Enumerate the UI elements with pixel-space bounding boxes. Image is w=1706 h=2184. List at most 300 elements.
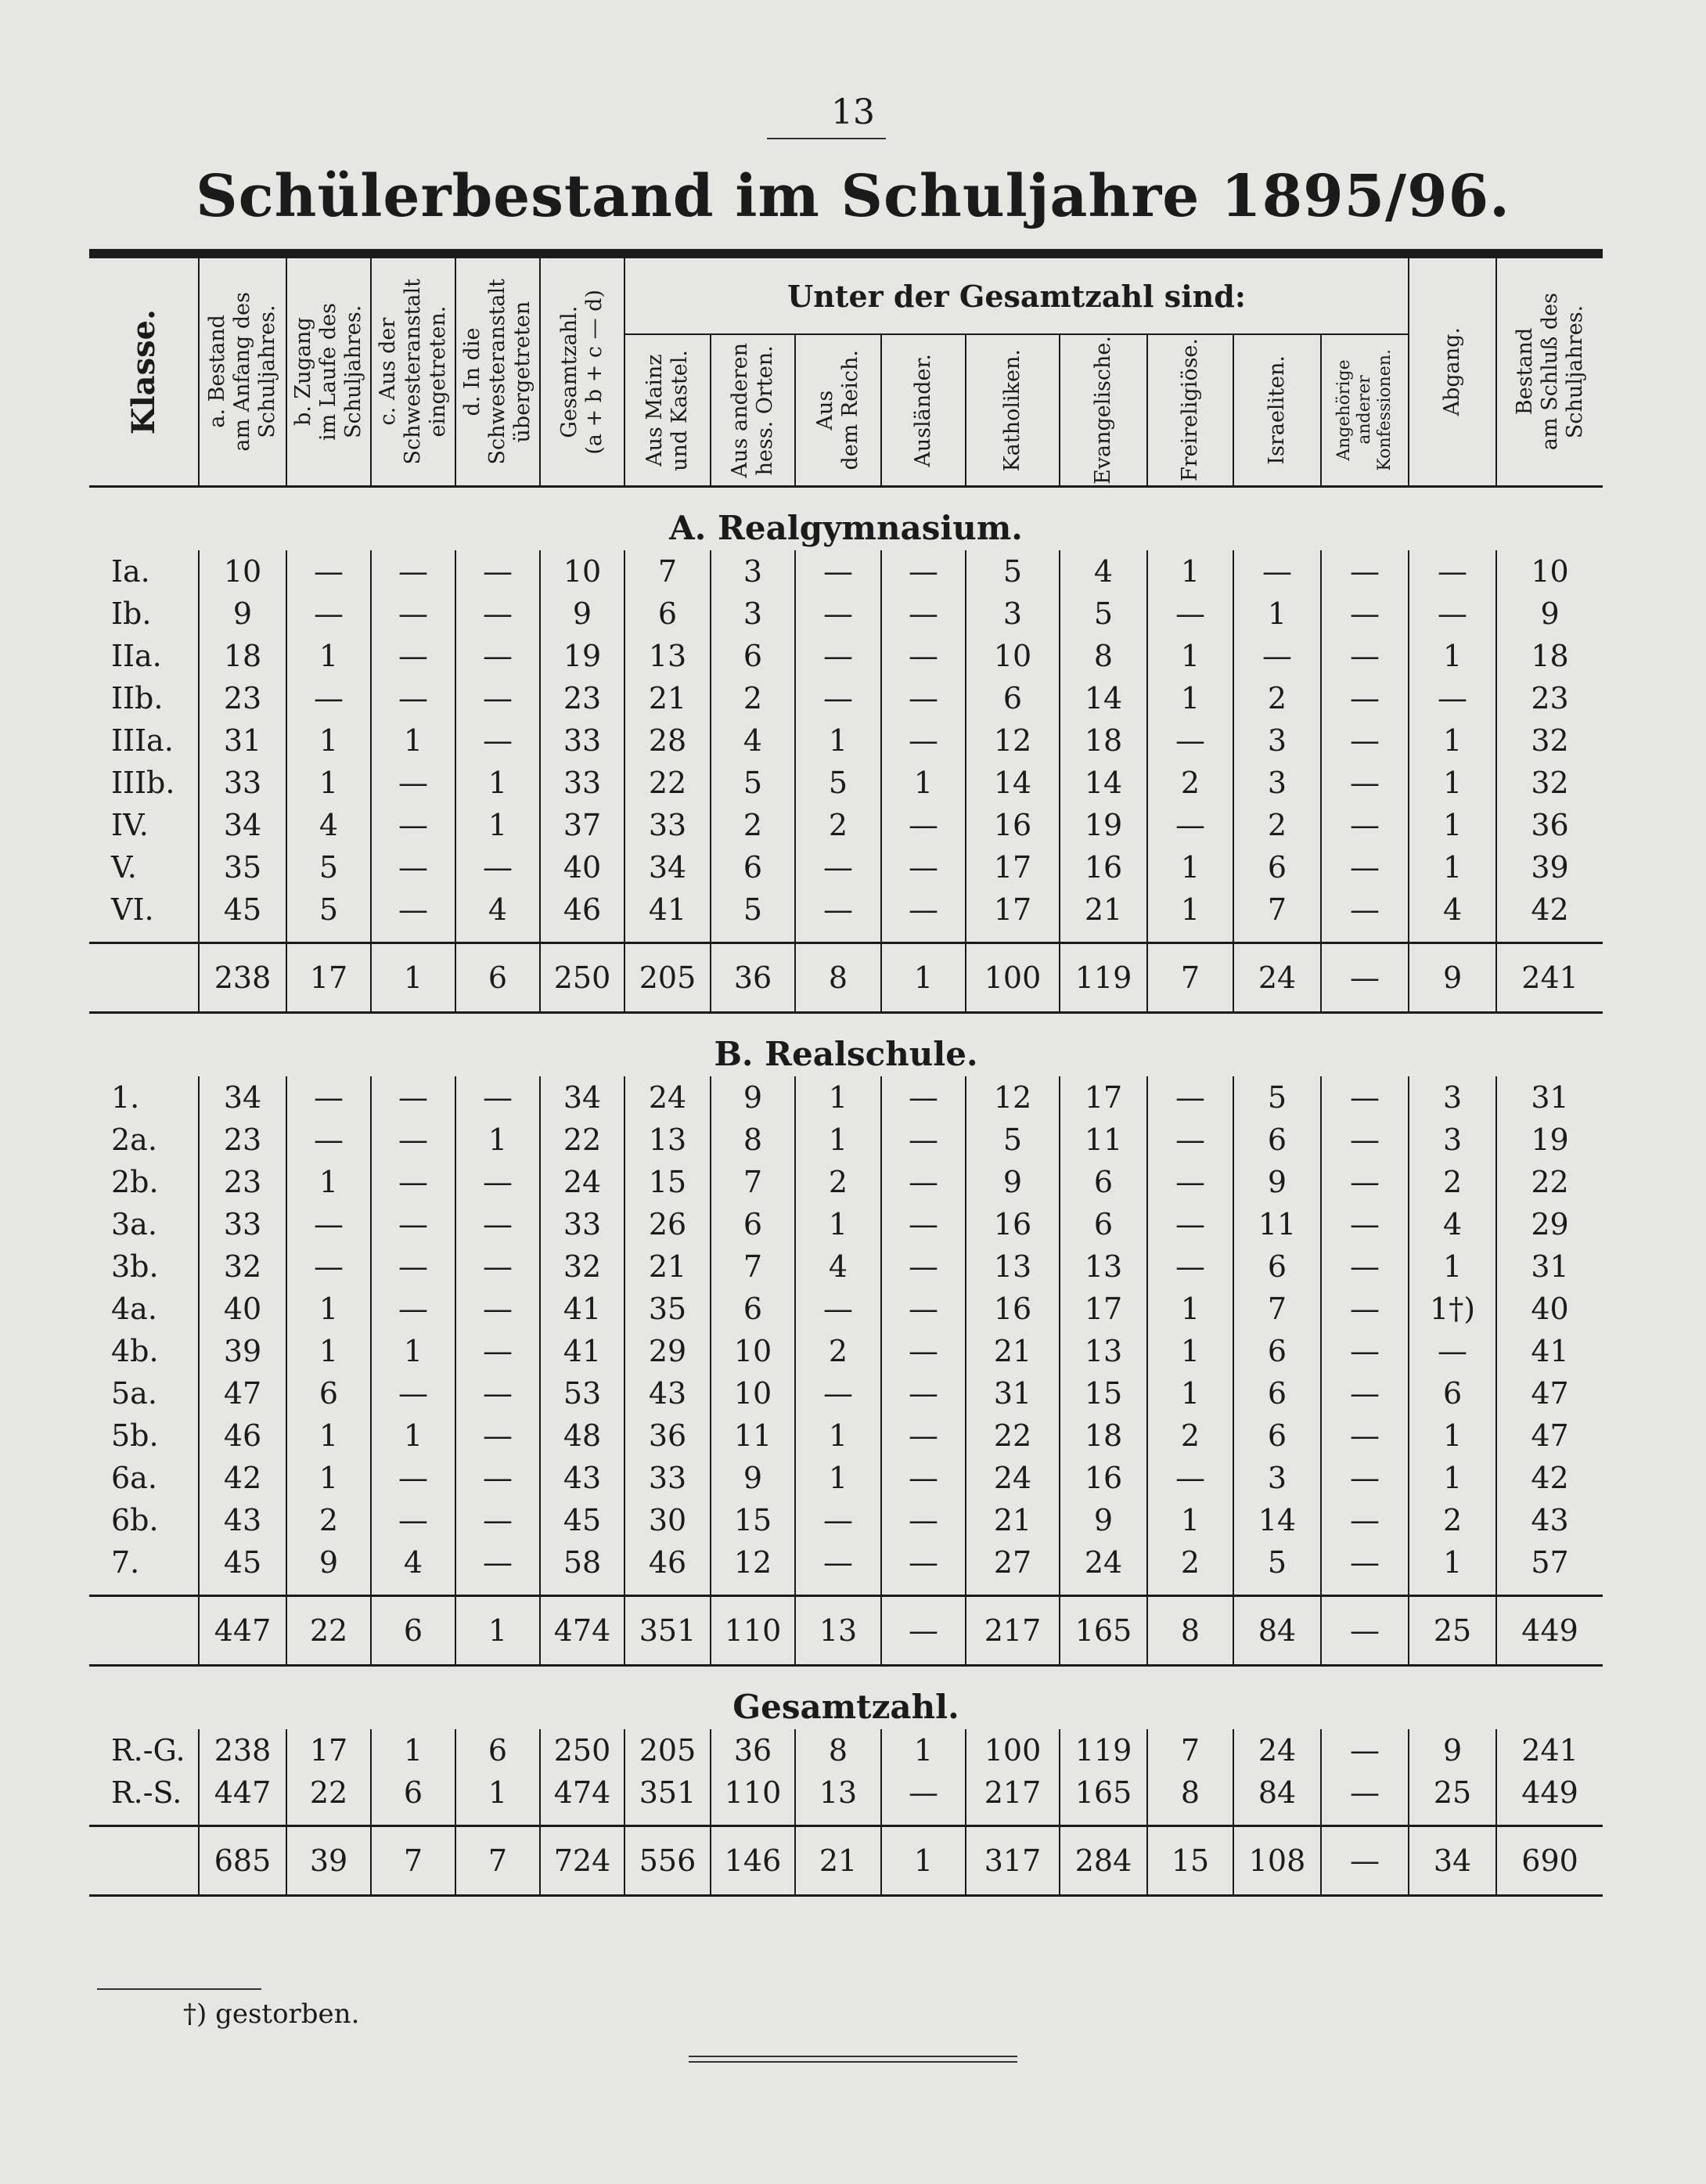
table-cell: 4 bbox=[371, 1541, 455, 1584]
table-cell: 690 bbox=[1496, 1826, 1603, 1896]
table-cell: 9 bbox=[1233, 1161, 1321, 1203]
table-cell: 110 bbox=[711, 1596, 795, 1666]
header-b-zugang: b. Zugang im Laufe des Schuljahres. bbox=[286, 254, 371, 487]
table-cell: 7 bbox=[1233, 1288, 1321, 1330]
table-cell: 1 bbox=[286, 719, 371, 762]
section-gesamtzahl-title: Gesamtzahl. bbox=[732, 1688, 959, 1726]
header-group-unter-der-gesamtzahl: Unter der Gesamtzahl sind: bbox=[624, 254, 1409, 334]
table-cell: — bbox=[1147, 1457, 1233, 1499]
table-cell: 9 bbox=[540, 593, 624, 635]
table-cell: 19 bbox=[540, 635, 624, 677]
table-cell: 1 bbox=[1147, 846, 1233, 888]
table-cell: 35 bbox=[624, 1288, 711, 1330]
table-cell: 48 bbox=[540, 1415, 624, 1457]
table-cell: 9 bbox=[711, 1457, 795, 1499]
table-cell: — bbox=[286, 550, 371, 593]
row-label: R.-G. bbox=[111, 1733, 185, 1768]
table-cell: 34 bbox=[624, 846, 711, 888]
table-cell: 8 bbox=[795, 1729, 881, 1771]
table-cell: — bbox=[455, 1372, 540, 1415]
table-cell: 3 bbox=[1409, 1076, 1496, 1119]
table-cell: 12 bbox=[966, 1076, 1060, 1119]
table-cell: 8 bbox=[1147, 1771, 1233, 1814]
student-statistics-table bbox=[89, 249, 1603, 1897]
table-cell: — bbox=[1321, 1415, 1409, 1457]
table-cell: 13 bbox=[1060, 1330, 1147, 1372]
table-cell: 447 bbox=[199, 1771, 286, 1814]
table-cell: 41 bbox=[540, 1288, 624, 1330]
table-cell: 9 bbox=[1409, 943, 1496, 1013]
table-cell: — bbox=[371, 804, 455, 846]
table-cell: 18 bbox=[199, 635, 286, 677]
table-cell: 15 bbox=[624, 1161, 711, 1203]
table-row bbox=[89, 1288, 1603, 1330]
table-cell: 1 bbox=[286, 762, 371, 804]
table-cell: 13 bbox=[795, 1596, 881, 1666]
table-cell: 724 bbox=[540, 1826, 624, 1896]
table-cell: — bbox=[1147, 1076, 1233, 1119]
table-cell: 28 bbox=[624, 719, 711, 762]
table-cell: 1 bbox=[1409, 762, 1496, 804]
table-cell: 5 bbox=[711, 888, 795, 931]
header-reich: Aus dem Reich. bbox=[795, 334, 881, 487]
sum-row-gesamt bbox=[89, 1826, 1603, 1896]
table-cell: 21 bbox=[624, 677, 711, 719]
table-cell: 1 bbox=[1409, 804, 1496, 846]
table-cell: 1 bbox=[455, 1119, 540, 1161]
table-cell: 217 bbox=[966, 1596, 1060, 1666]
table-cell: — bbox=[881, 635, 966, 677]
table-cell: 1 bbox=[455, 804, 540, 846]
table-cell: — bbox=[371, 635, 455, 677]
table-cell: 6 bbox=[1233, 1330, 1321, 1372]
table-cell: 241 bbox=[1496, 943, 1603, 1013]
table-cell: 33 bbox=[624, 1457, 711, 1499]
table-cell: 34 bbox=[199, 1076, 286, 1119]
row-label: Ib. bbox=[111, 596, 152, 631]
table-cell: — bbox=[455, 719, 540, 762]
table-cell: 6 bbox=[1233, 1415, 1321, 1457]
table-cell: 238 bbox=[199, 1729, 286, 1771]
row-label: 5a. bbox=[111, 1376, 157, 1411]
table-cell: — bbox=[881, 1161, 966, 1203]
table-cell: — bbox=[455, 1245, 540, 1288]
table-cell: — bbox=[371, 677, 455, 719]
table-row bbox=[89, 1119, 1603, 1161]
table-cell: — bbox=[1233, 550, 1321, 593]
table-cell: 2 bbox=[1233, 677, 1321, 719]
table-cell: 42 bbox=[1496, 888, 1603, 931]
table-row bbox=[89, 1161, 1603, 1203]
table-cell: — bbox=[1321, 1372, 1409, 1415]
table-cell: 3 bbox=[1233, 762, 1321, 804]
table-cell: — bbox=[286, 1245, 371, 1288]
header-andere-konfessionen: Angehörige anderer Konfessionen. bbox=[1321, 334, 1409, 487]
table-cell: — bbox=[795, 888, 881, 931]
row-label: IV. bbox=[111, 808, 149, 842]
table-cell: 47 bbox=[1496, 1415, 1603, 1457]
header-freireligioese: Freireligiöse. bbox=[1147, 334, 1233, 487]
section-gesamtzahl bbox=[89, 1666, 1603, 1730]
table-cell: 250 bbox=[540, 943, 624, 1013]
row-label: 6b. bbox=[111, 1503, 159, 1537]
table-cell: 2 bbox=[1409, 1161, 1496, 1203]
table-cell: — bbox=[1321, 1499, 1409, 1541]
row-spacer bbox=[89, 1814, 1603, 1826]
table-cell: — bbox=[1147, 804, 1233, 846]
table-cell: 34 bbox=[1409, 1826, 1496, 1896]
table-cell: 21 bbox=[1060, 888, 1147, 931]
table-cell: 45 bbox=[199, 888, 286, 931]
table-row bbox=[89, 719, 1603, 762]
table-cell: 16 bbox=[1060, 1457, 1147, 1499]
table-cell: — bbox=[455, 1499, 540, 1541]
table-cell: 1 bbox=[1147, 1499, 1233, 1541]
table-cell: 6 bbox=[624, 593, 711, 635]
table-cell: — bbox=[286, 593, 371, 635]
table-row bbox=[89, 1729, 1603, 1771]
table-cell: — bbox=[1321, 846, 1409, 888]
table-row bbox=[89, 1245, 1603, 1288]
table-cell: 40 bbox=[1496, 1288, 1603, 1330]
table-cell: 84 bbox=[1233, 1771, 1321, 1814]
table-cell: 10 bbox=[1496, 550, 1603, 593]
table-row bbox=[89, 593, 1603, 635]
row-label: V. bbox=[111, 850, 137, 885]
table-cell: 5 bbox=[1233, 1076, 1321, 1119]
table-cell: 17 bbox=[966, 888, 1060, 931]
table-cell: 22 bbox=[624, 762, 711, 804]
table-cell: 119 bbox=[1060, 1729, 1147, 1771]
table-cell: — bbox=[371, 1457, 455, 1499]
table-cell: 31 bbox=[199, 719, 286, 762]
table-cell: 17 bbox=[1060, 1288, 1147, 1330]
table-cell: 23 bbox=[540, 677, 624, 719]
table-cell: 24 bbox=[966, 1457, 1060, 1499]
table-cell: — bbox=[371, 1288, 455, 1330]
table-cell: 1 bbox=[795, 1076, 881, 1119]
row-label: 7. bbox=[111, 1545, 140, 1580]
table-cell: 10 bbox=[199, 550, 286, 593]
table-cell: 3 bbox=[1233, 719, 1321, 762]
table-cell: — bbox=[1147, 1203, 1233, 1245]
table-cell: — bbox=[455, 1457, 540, 1499]
table-cell: 33 bbox=[199, 762, 286, 804]
table-cell: 1 bbox=[286, 635, 371, 677]
table-cell: 1 bbox=[371, 719, 455, 762]
table-row bbox=[89, 1076, 1603, 1119]
table-cell: 2 bbox=[286, 1499, 371, 1541]
table-cell: 4 bbox=[1060, 550, 1147, 593]
table-cell: 22 bbox=[540, 1119, 624, 1161]
table-cell: 33 bbox=[199, 1203, 286, 1245]
header-katholiken: Katholiken. bbox=[966, 334, 1060, 487]
table-cell: 15 bbox=[711, 1499, 795, 1541]
table-row bbox=[89, 762, 1603, 804]
table-cell: 4 bbox=[286, 804, 371, 846]
section-realschule bbox=[89, 1013, 1603, 1077]
table-cell: — bbox=[455, 1541, 540, 1584]
table-cell: 47 bbox=[199, 1372, 286, 1415]
table-cell: 10 bbox=[711, 1372, 795, 1415]
table-row bbox=[89, 846, 1603, 888]
table-cell: 36 bbox=[624, 1415, 711, 1457]
table-cell: 6 bbox=[1060, 1203, 1147, 1245]
table-cell: — bbox=[455, 1203, 540, 1245]
header-abgang: Abgang. bbox=[1409, 254, 1496, 487]
row-label: 3a. bbox=[111, 1207, 157, 1242]
table-cell: 1 bbox=[371, 1330, 455, 1372]
table-cell: 5 bbox=[1060, 593, 1147, 635]
table-cell: — bbox=[1321, 719, 1409, 762]
table-cell: 9 bbox=[711, 1076, 795, 1119]
table-cell: 110 bbox=[711, 1771, 795, 1814]
table-cell: — bbox=[1321, 1771, 1409, 1814]
table-cell: 6 bbox=[1233, 846, 1321, 888]
table-cell: — bbox=[371, 1203, 455, 1245]
table-cell: 40 bbox=[540, 846, 624, 888]
table-cell: 36 bbox=[711, 943, 795, 1013]
table-cell: 16 bbox=[966, 1203, 1060, 1245]
table-cell: — bbox=[1147, 1245, 1233, 1288]
table-cell: 1 bbox=[371, 1729, 455, 1771]
row-label: 4b. bbox=[111, 1334, 159, 1368]
header-hessen: Aus anderen hess. Orten. bbox=[711, 334, 795, 487]
table-cell: — bbox=[881, 1596, 966, 1666]
table-cell: 1 bbox=[795, 1457, 881, 1499]
table-cell: 6 bbox=[1233, 1119, 1321, 1161]
table-cell: 108 bbox=[1233, 1826, 1321, 1896]
table-cell: — bbox=[455, 593, 540, 635]
table-cell: 21 bbox=[795, 1826, 881, 1896]
table-cell: 23 bbox=[199, 677, 286, 719]
table-cell: 45 bbox=[540, 1499, 624, 1541]
table-cell: 1 bbox=[795, 1415, 881, 1457]
row-label: IIIa. bbox=[111, 723, 174, 758]
table-cell: 6 bbox=[711, 635, 795, 677]
table-cell: — bbox=[371, 1372, 455, 1415]
table-cell: 39 bbox=[1496, 846, 1603, 888]
table-cell: — bbox=[455, 1161, 540, 1203]
table-cell: 10 bbox=[966, 635, 1060, 677]
table-cell: 34 bbox=[540, 1076, 624, 1119]
table-cell: 6 bbox=[455, 943, 540, 1013]
table-cell: — bbox=[1321, 1245, 1409, 1288]
table-cell: 1 bbox=[286, 1415, 371, 1457]
table-cell: 29 bbox=[624, 1330, 711, 1372]
table-cell: 1 bbox=[286, 1288, 371, 1330]
table-cell: 43 bbox=[199, 1499, 286, 1541]
table-cell: 1 bbox=[881, 943, 966, 1013]
table-cell: — bbox=[1321, 1729, 1409, 1771]
table-cell: — bbox=[371, 1076, 455, 1119]
table-cell: — bbox=[371, 762, 455, 804]
table-cell: 13 bbox=[795, 1771, 881, 1814]
table-cell: — bbox=[455, 677, 540, 719]
table-cell: 18 bbox=[1496, 635, 1603, 677]
table-cell: 205 bbox=[624, 943, 711, 1013]
table-cell: 9 bbox=[199, 593, 286, 635]
section-realgymnasium-title: A. Realgymnasium. bbox=[669, 509, 1023, 547]
row-label: IIb. bbox=[111, 681, 164, 715]
table-cell: 32 bbox=[199, 1245, 286, 1288]
table-cell: 22 bbox=[286, 1596, 371, 1666]
table-cell: 46 bbox=[199, 1415, 286, 1457]
row-label bbox=[89, 1596, 199, 1666]
table-cell: 19 bbox=[1496, 1119, 1603, 1161]
table-cell: 25 bbox=[1409, 1771, 1496, 1814]
table-cell: — bbox=[371, 1245, 455, 1288]
table-cell: 24 bbox=[540, 1161, 624, 1203]
table-cell: 6 bbox=[1233, 1245, 1321, 1288]
table-cell: 35 bbox=[199, 846, 286, 888]
table-cell: 2 bbox=[1409, 1499, 1496, 1541]
table-cell: 21 bbox=[966, 1499, 1060, 1541]
table-cell: 317 bbox=[966, 1826, 1060, 1896]
table-cell: 6 bbox=[1409, 1372, 1496, 1415]
row-label: IIa. bbox=[111, 639, 162, 673]
table-cell: 8 bbox=[1060, 635, 1147, 677]
table-cell: — bbox=[795, 1499, 881, 1541]
header-c-eingetreten: c. Aus der Schwesteranstalt eingetreten. bbox=[371, 254, 455, 487]
page-number: 13 bbox=[831, 92, 875, 132]
table-cell: 1 bbox=[371, 943, 455, 1013]
table-cell: — bbox=[881, 846, 966, 888]
table-cell: 3 bbox=[1233, 1457, 1321, 1499]
table-cell: 46 bbox=[624, 1541, 711, 1584]
table-cell: 2 bbox=[795, 1330, 881, 1372]
row-label: R.-S. bbox=[111, 1775, 182, 1810]
table-cell: 21 bbox=[624, 1245, 711, 1288]
table-cell: 2 bbox=[1147, 762, 1233, 804]
table-cell: 1 bbox=[286, 1161, 371, 1203]
table-cell: — bbox=[1321, 635, 1409, 677]
table-cell: 10 bbox=[711, 1330, 795, 1372]
table-cell: 447 bbox=[199, 1596, 286, 1666]
table-cell: 1 bbox=[371, 1415, 455, 1457]
table-cell: 22 bbox=[1496, 1161, 1603, 1203]
table-cell: — bbox=[371, 593, 455, 635]
row-label bbox=[89, 943, 199, 1013]
table-cell: 7 bbox=[371, 1826, 455, 1896]
table-cell: 1 bbox=[1233, 593, 1321, 635]
table-cell: 41 bbox=[1496, 1330, 1603, 1372]
table-cell: 18 bbox=[1060, 719, 1147, 762]
table-cell: 1 bbox=[455, 1596, 540, 1666]
table-cell: 58 bbox=[540, 1541, 624, 1584]
footnote-rule bbox=[97, 1988, 261, 1990]
table-cell: — bbox=[1321, 1596, 1409, 1666]
table-cell: — bbox=[881, 593, 966, 635]
table-cell: 9 bbox=[286, 1541, 371, 1584]
table-row bbox=[89, 635, 1603, 677]
table-cell: — bbox=[795, 1372, 881, 1415]
table-cell: 24 bbox=[624, 1076, 711, 1119]
table-cell: 1 bbox=[1147, 677, 1233, 719]
table-cell: — bbox=[371, 1499, 455, 1541]
table-cell: 43 bbox=[1496, 1499, 1603, 1541]
table-cell: 31 bbox=[1496, 1245, 1603, 1288]
table-cell: 5 bbox=[286, 888, 371, 931]
table-cell: 1 bbox=[881, 762, 966, 804]
table-cell: 15 bbox=[1147, 1826, 1233, 1896]
table-cell: — bbox=[881, 1415, 966, 1457]
table-row bbox=[89, 1203, 1603, 1245]
table-cell: 33 bbox=[624, 804, 711, 846]
table-cell: 36 bbox=[711, 1729, 795, 1771]
table-cell: — bbox=[1321, 677, 1409, 719]
page-number-rule bbox=[767, 138, 886, 139]
table-cell: — bbox=[286, 1203, 371, 1245]
table-cell: 8 bbox=[1147, 1596, 1233, 1666]
table-cell: — bbox=[286, 677, 371, 719]
table-cell: — bbox=[881, 1203, 966, 1245]
table-cell: — bbox=[881, 1330, 966, 1372]
table-cell: 1 bbox=[1409, 719, 1496, 762]
table-cell: — bbox=[881, 1499, 966, 1541]
table-cell: — bbox=[1321, 888, 1409, 931]
table-cell: — bbox=[881, 1076, 966, 1119]
table-cell: 39 bbox=[199, 1330, 286, 1372]
table-cell: 37 bbox=[540, 804, 624, 846]
table-cell: — bbox=[371, 888, 455, 931]
table-cell: 29 bbox=[1496, 1203, 1603, 1245]
table-cell: 14 bbox=[1060, 677, 1147, 719]
header-gesamtzahl: Gesamtzahl. (a + b + c — d) bbox=[540, 254, 624, 487]
row-label: 4a. bbox=[111, 1292, 157, 1326]
table-cell: 1 bbox=[881, 1729, 966, 1771]
table-cell: — bbox=[455, 550, 540, 593]
table-cell: 33 bbox=[540, 762, 624, 804]
table-row bbox=[89, 1771, 1603, 1814]
table-cell: 33 bbox=[540, 719, 624, 762]
table-cell: — bbox=[1409, 1330, 1496, 1372]
table-cell: 41 bbox=[624, 888, 711, 931]
table-cell: 4 bbox=[1409, 888, 1496, 931]
table-cell: 1 bbox=[1409, 846, 1496, 888]
table-cell: 12 bbox=[711, 1541, 795, 1584]
bottom-rule bbox=[689, 2056, 1017, 2063]
table-cell: 8 bbox=[795, 943, 881, 1013]
table-cell: — bbox=[1321, 1288, 1409, 1330]
row-label: IIIb. bbox=[111, 766, 175, 800]
table-cell: 1†) bbox=[1409, 1288, 1496, 1330]
table-cell: 45 bbox=[199, 1541, 286, 1584]
table-cell: 10 bbox=[540, 550, 624, 593]
table-cell: 14 bbox=[1060, 762, 1147, 804]
table-cell: — bbox=[881, 888, 966, 931]
row-label: 1. bbox=[111, 1080, 140, 1115]
row-spacer bbox=[89, 1584, 1603, 1596]
table-cell: 4 bbox=[711, 719, 795, 762]
table-cell: 11 bbox=[711, 1415, 795, 1457]
header-israeliten: Israeliten. bbox=[1233, 334, 1321, 487]
table-cell: — bbox=[1321, 550, 1409, 593]
table-cell: 1 bbox=[1147, 888, 1233, 931]
table-cell: 6 bbox=[966, 677, 1060, 719]
table-cell: 2 bbox=[795, 1161, 881, 1203]
table-cell: 9 bbox=[1409, 1729, 1496, 1771]
table-cell: 7 bbox=[1147, 1729, 1233, 1771]
table-cell: — bbox=[881, 1372, 966, 1415]
table-cell: 23 bbox=[199, 1161, 286, 1203]
table-cell: — bbox=[455, 1330, 540, 1372]
table-cell: — bbox=[881, 677, 966, 719]
table-row bbox=[89, 1372, 1603, 1415]
table-cell: — bbox=[1147, 1161, 1233, 1203]
table-cell: 11 bbox=[1060, 1119, 1147, 1161]
table-cell: 31 bbox=[966, 1372, 1060, 1415]
